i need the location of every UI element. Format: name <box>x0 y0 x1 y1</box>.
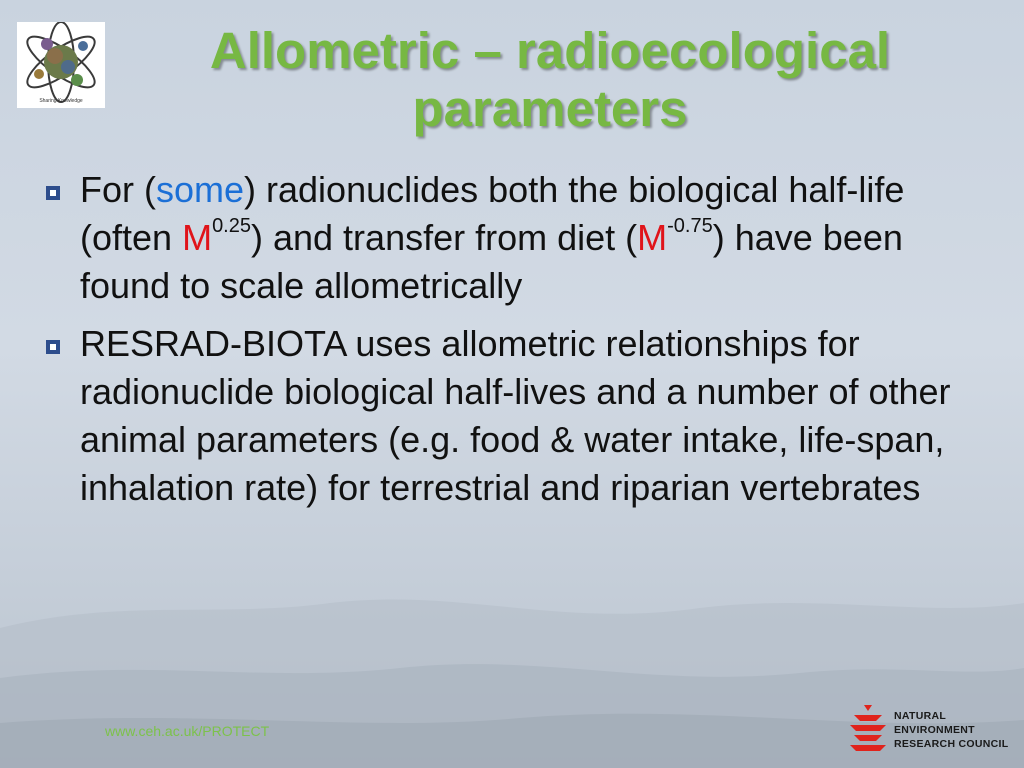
footer-link[interactable]: www.ceh.ac.uk/PROTECT <box>105 723 270 739</box>
slide-title: Allometric – radioecological parameters <box>209 22 891 137</box>
bullet-list <box>40 166 980 522</box>
nerc-logo <box>846 703 1016 755</box>
exponent: 0.25 <box>212 215 251 237</box>
logo-tagline: Sharing Knowledge <box>39 98 83 104</box>
nerc-name: NATURAL ENVIRONMENT RESEARCH COUNCIL <box>894 710 1009 750</box>
bullet-square-icon <box>46 186 60 200</box>
protect-atom-logo-icon <box>17 22 105 108</box>
exponent: -0.75 <box>667 215 713 237</box>
bullet-item: For (some) radionuclides both the biological half-life (often $M^{0.25}$) and transfer from diet $(M^{-0.75})$ have been found to scale allometrically <box>40 166 980 310</box>
bullet-item: RESRAD-BIOTA uses allometric relationships for radionuclide biological half-lives and a number of other animal parameters (e.g. food & water intake, life-span, inhalation rate) for terrestrial and riparian vertebrates <box>40 320 980 512</box>
nerc-mark-icon <box>846 703 890 755</box>
bullet-square-icon <box>46 340 60 354</box>
protect-logo <box>17 22 105 108</box>
mass-symbol: M <box>182 217 213 258</box>
highlight-some: some <box>156 169 245 210</box>
mass-symbol: M <box>637 217 668 258</box>
